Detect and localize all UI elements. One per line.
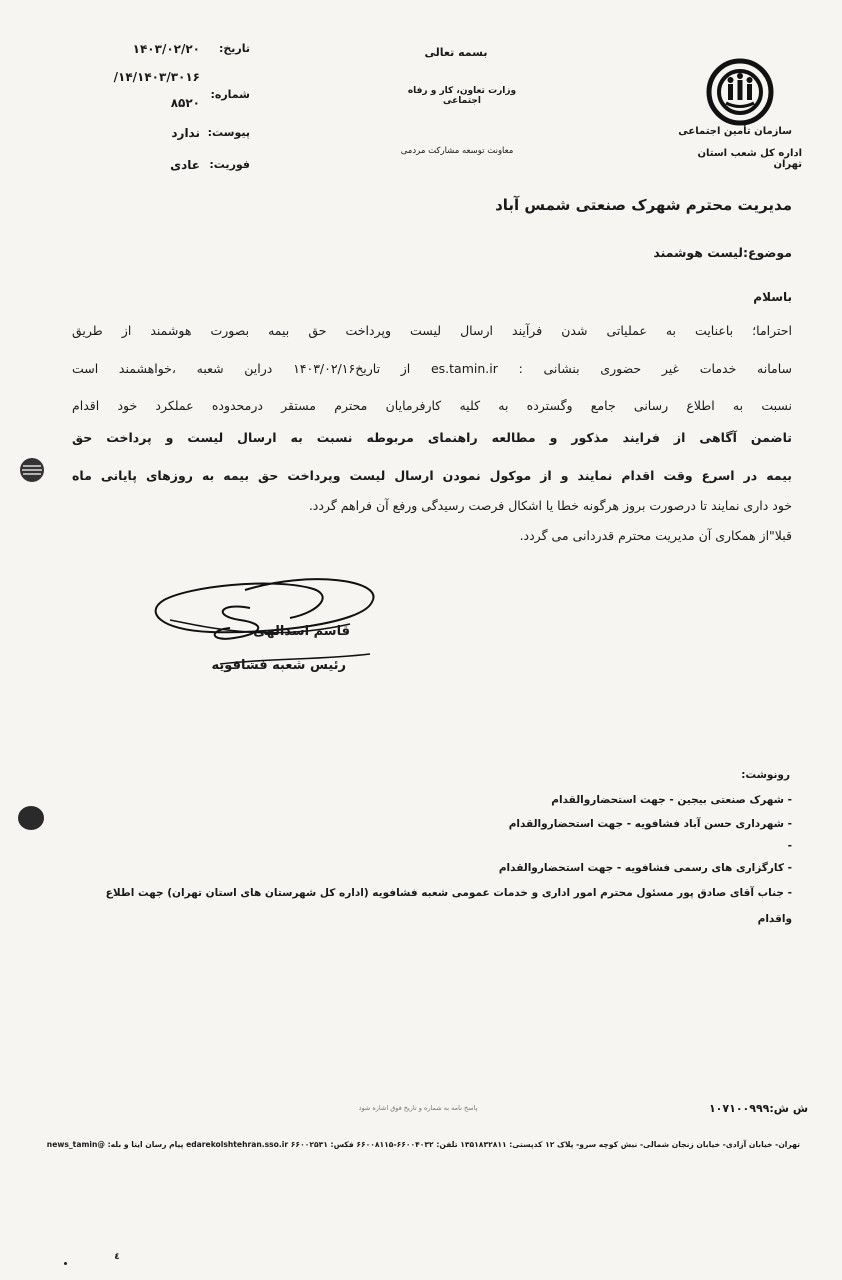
body-line: احتراما؛ باعنایت به عملیاتی شدن فرآیند ارسال لیست وپرداخت حق بیمه بصورت هوشمند از طریق: [72, 323, 792, 338]
page-mark: ٤: [114, 1252, 120, 1262]
basmala: بسمه تعالی: [424, 46, 488, 59]
deputy-name: معاونت توسعه مشارکت مردمی: [400, 146, 514, 156]
attachment-value: ندارد: [171, 126, 200, 140]
number-label: شماره:: [210, 88, 250, 101]
org-sub: اداره کل شعب استان تهران: [697, 148, 802, 170]
reply-note: پاسخ نامه به شماره و تاریخ فوق اشاره شود: [358, 1104, 478, 1112]
number-value: /۱۴/۱۴۰۳/۳۰۱۶: [113, 70, 200, 84]
body-line: نسبت به اطلاع رسانی جامع وگسترده به کلیه کارفرمایان محترم مستقر درمحدوده عملکرد خود اقدام: [72, 398, 792, 413]
tamin-logo-icon: [706, 58, 774, 126]
punch-hole-icon: [16, 804, 46, 832]
signature-scribble-icon: [150, 572, 380, 672]
postal-code: ش ش:۱۰۷۱۰۰۹۹۹: [708, 1102, 808, 1115]
org-name: سازمان تأمین اجتماعی: [678, 126, 792, 137]
cc-item: واقدام: [757, 913, 792, 925]
urgency-label: فوریت:: [209, 158, 250, 171]
greeting: باسلام: [753, 290, 792, 304]
dot-mark: [64, 1262, 67, 1265]
cc-item: - شهرک صنعتی بیجین - جهت استحضاروالقدام: [551, 794, 792, 806]
urgency-value: عادی: [170, 158, 200, 172]
cc-item: -: [787, 840, 792, 852]
cc-item: - جناب آقای صادق پور مسئول محترم امور اداری و خدمات عمومی شعبه فشافویه (اداره کل شهرستان های استان تهران) جهت اطلاع: [105, 887, 792, 899]
date-label: تاریخ:: [218, 42, 250, 55]
date-value: ۱۴۰۳/۰۲/۲۰: [132, 42, 200, 56]
signer-title: رئیس شعبه فشافویه: [211, 658, 346, 673]
footer-address: تهران- خیابان آزادی- خیابان زنجان شمالی- نبش کوچه سرو- پلاک ۱۲ کدپستی: ۱۳۵۱۸۳۲۸۱۱ تلفن: ۶۶۰۰۴۰۳۲-۶۶۰۰۸۱۱۵ فکس: ۶۶۰۰۲۵۳۱ edarekolshtehran.sso.ir پیام رسان ایتا و بله: @news_tamin: [46, 1140, 800, 1149]
signer-name: قاسم اسدالهی: [253, 624, 350, 639]
ministry-name: وزارت تعاون، کار و رفاه اجتماعی: [407, 86, 517, 106]
cc-heading: رونوشت:: [741, 769, 790, 781]
body-line: بیمه در اسرع وقت اقدام نمایند و از موکول نمودن ارسال لیست وپرداخت حق بیمه به روزهای پایانی ماه: [72, 468, 792, 483]
body-line: تاضمن آگاهی از فرایند مذکور و مطالعه راهنمای مربوطه نسبت به ارسال لیست و پرداخت حق: [72, 430, 792, 445]
subject: موضوع:لیست هوشمند: [653, 245, 792, 260]
body-line: قبلا"از همکاری آن مدیریت محترم قدردانی می گردد.: [519, 528, 792, 543]
cc-item: - کارگزاری های رسمی فشافویه - جهت استحضاروالقدام: [498, 862, 792, 874]
attachment-label: پیوست:: [207, 126, 250, 139]
number-value-2: ۸۵۲۰: [170, 96, 200, 110]
body-line: سامانه خدمات غیر حضوری بنشانی : es.tamin.ir از تاریخ۱۴۰۳/۰۲/۱۶ دراین شعبه ،خواهشمند است: [72, 361, 792, 376]
recipient: مدیریت محترم شهرک صنعتی شمس آباد: [495, 196, 792, 214]
cc-item: - شهرداری حسن آباد فشافویه - جهت استحضاروالقدام: [508, 818, 792, 830]
body-line: خود داری نمایند تا درصورت بروز هرگونه خطا یا اشکال فرصت رسیدگی ورفع آن فراهم گردد.: [308, 498, 792, 513]
punch-hole-icon: [18, 456, 46, 484]
